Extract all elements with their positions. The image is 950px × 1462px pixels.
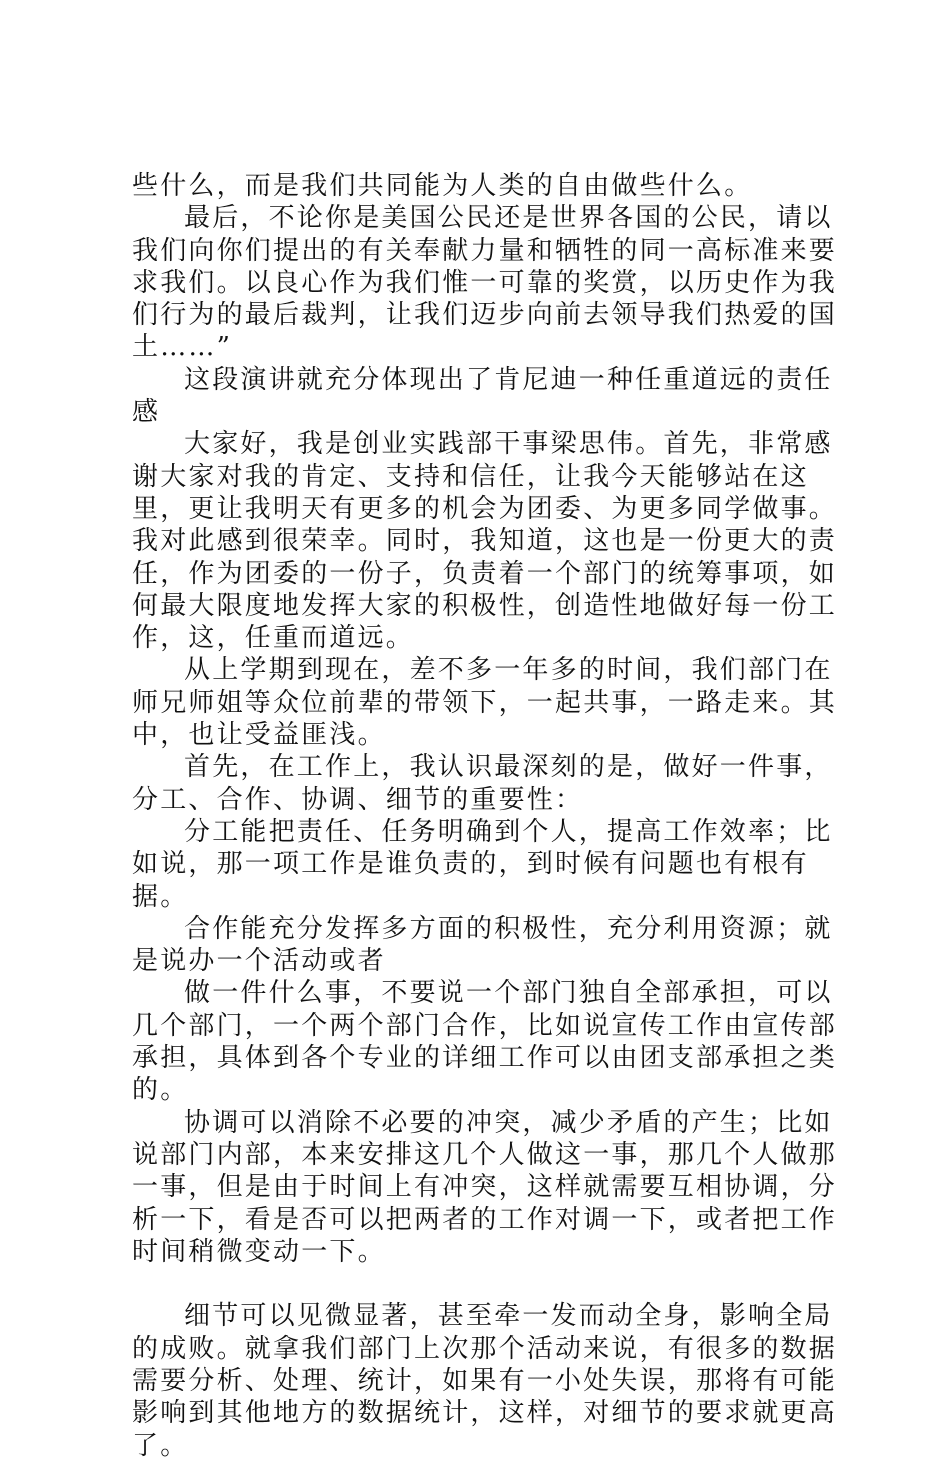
- paragraph-9: 做一件什么事，不要说一个部门独自全部承担，可以几个部门，一个两个部门合作，比如说宣传工作由宣传部承担，具体到各个专业的详细工作可以由团支部承担之类的。: [132, 978, 838, 1106]
- document-body: [132, 170, 852, 1462]
- paragraph-3: 这段演讲就充分体现出了肯尼迪一种任重道远的责任感: [132, 364, 833, 428]
- paragraph-11: 细节可以见微显著，甚至牵一发而动全身，影响全局的成败。就拿我们部门上次那个活动来说，有很多的数据需要分析、处理、统计，如果有一小处失误，那将有可能影响到其他地方的数据统计，这样，对细节的要求就更高了。: [132, 1301, 838, 1461]
- paragraph-8: 合作能充分发挥多方面的积极性，充分利用资源；就是说办一个活动或者: [132, 913, 833, 977]
- paragraph-7: 分工能把责任、任务明确到个人，提高工作效率；比如说，那一项工作是谁负责的，到时候有问题也有根有据。: [132, 816, 833, 912]
- paragraph-4: 大家好，我是创业实践部干事梁思伟。首先，非常感谢大家对我的肯定、支持和信任，让我今天能够站在这里，更让我明天有更多的机会为团委、为更多同学做事。我对此感到很荣幸。同时，我知道，这也是一份更大的责任，作为团委的一份子，负责着一个部门的统筹事项，如何最大限度地发挥大家的积极性，创造性地做好每一份工作，这，任重而道远。: [132, 429, 838, 654]
- paragraph-5: 从上学期到现在，差不多一年多的时间，我们部门在师兄师姐等众位前辈的带领下，一起共事，一路走来。其中，也让受益匪浅。: [132, 655, 838, 751]
- paragraph-2: 最后，不论你是美国公民还是世界各国的公民，请以我们向你们提出的有关奉献力量和牺牲的同一高标准来要求我们。以良心作为我们惟一可靠的奖赏，以历史作为我们行为的最后裁判，让我们迈步向前去领导我们热爱的国土……”: [132, 203, 838, 363]
- paragraph-1: 些什么，而是我们共同能为人类的自由做些什么。: [132, 171, 753, 201]
- paragraph-10: 协调可以消除不必要的冲突，减少矛盾的产生；比如说部门内部，本来安排这几个人做这一事，那几个人做那一事，但是由于时间上有冲突，这样就需要互相协调，分析一下，看是否可以把两者的工作对调一下，或者把工作时间稍微变动一下。: [132, 1107, 838, 1267]
- blank-line: [132, 1268, 852, 1300]
- paragraph-6: 首先，在工作上，我认识最深刻的是，做好一件事，分工、合作、协调、细节的重要性：: [132, 752, 833, 815]
